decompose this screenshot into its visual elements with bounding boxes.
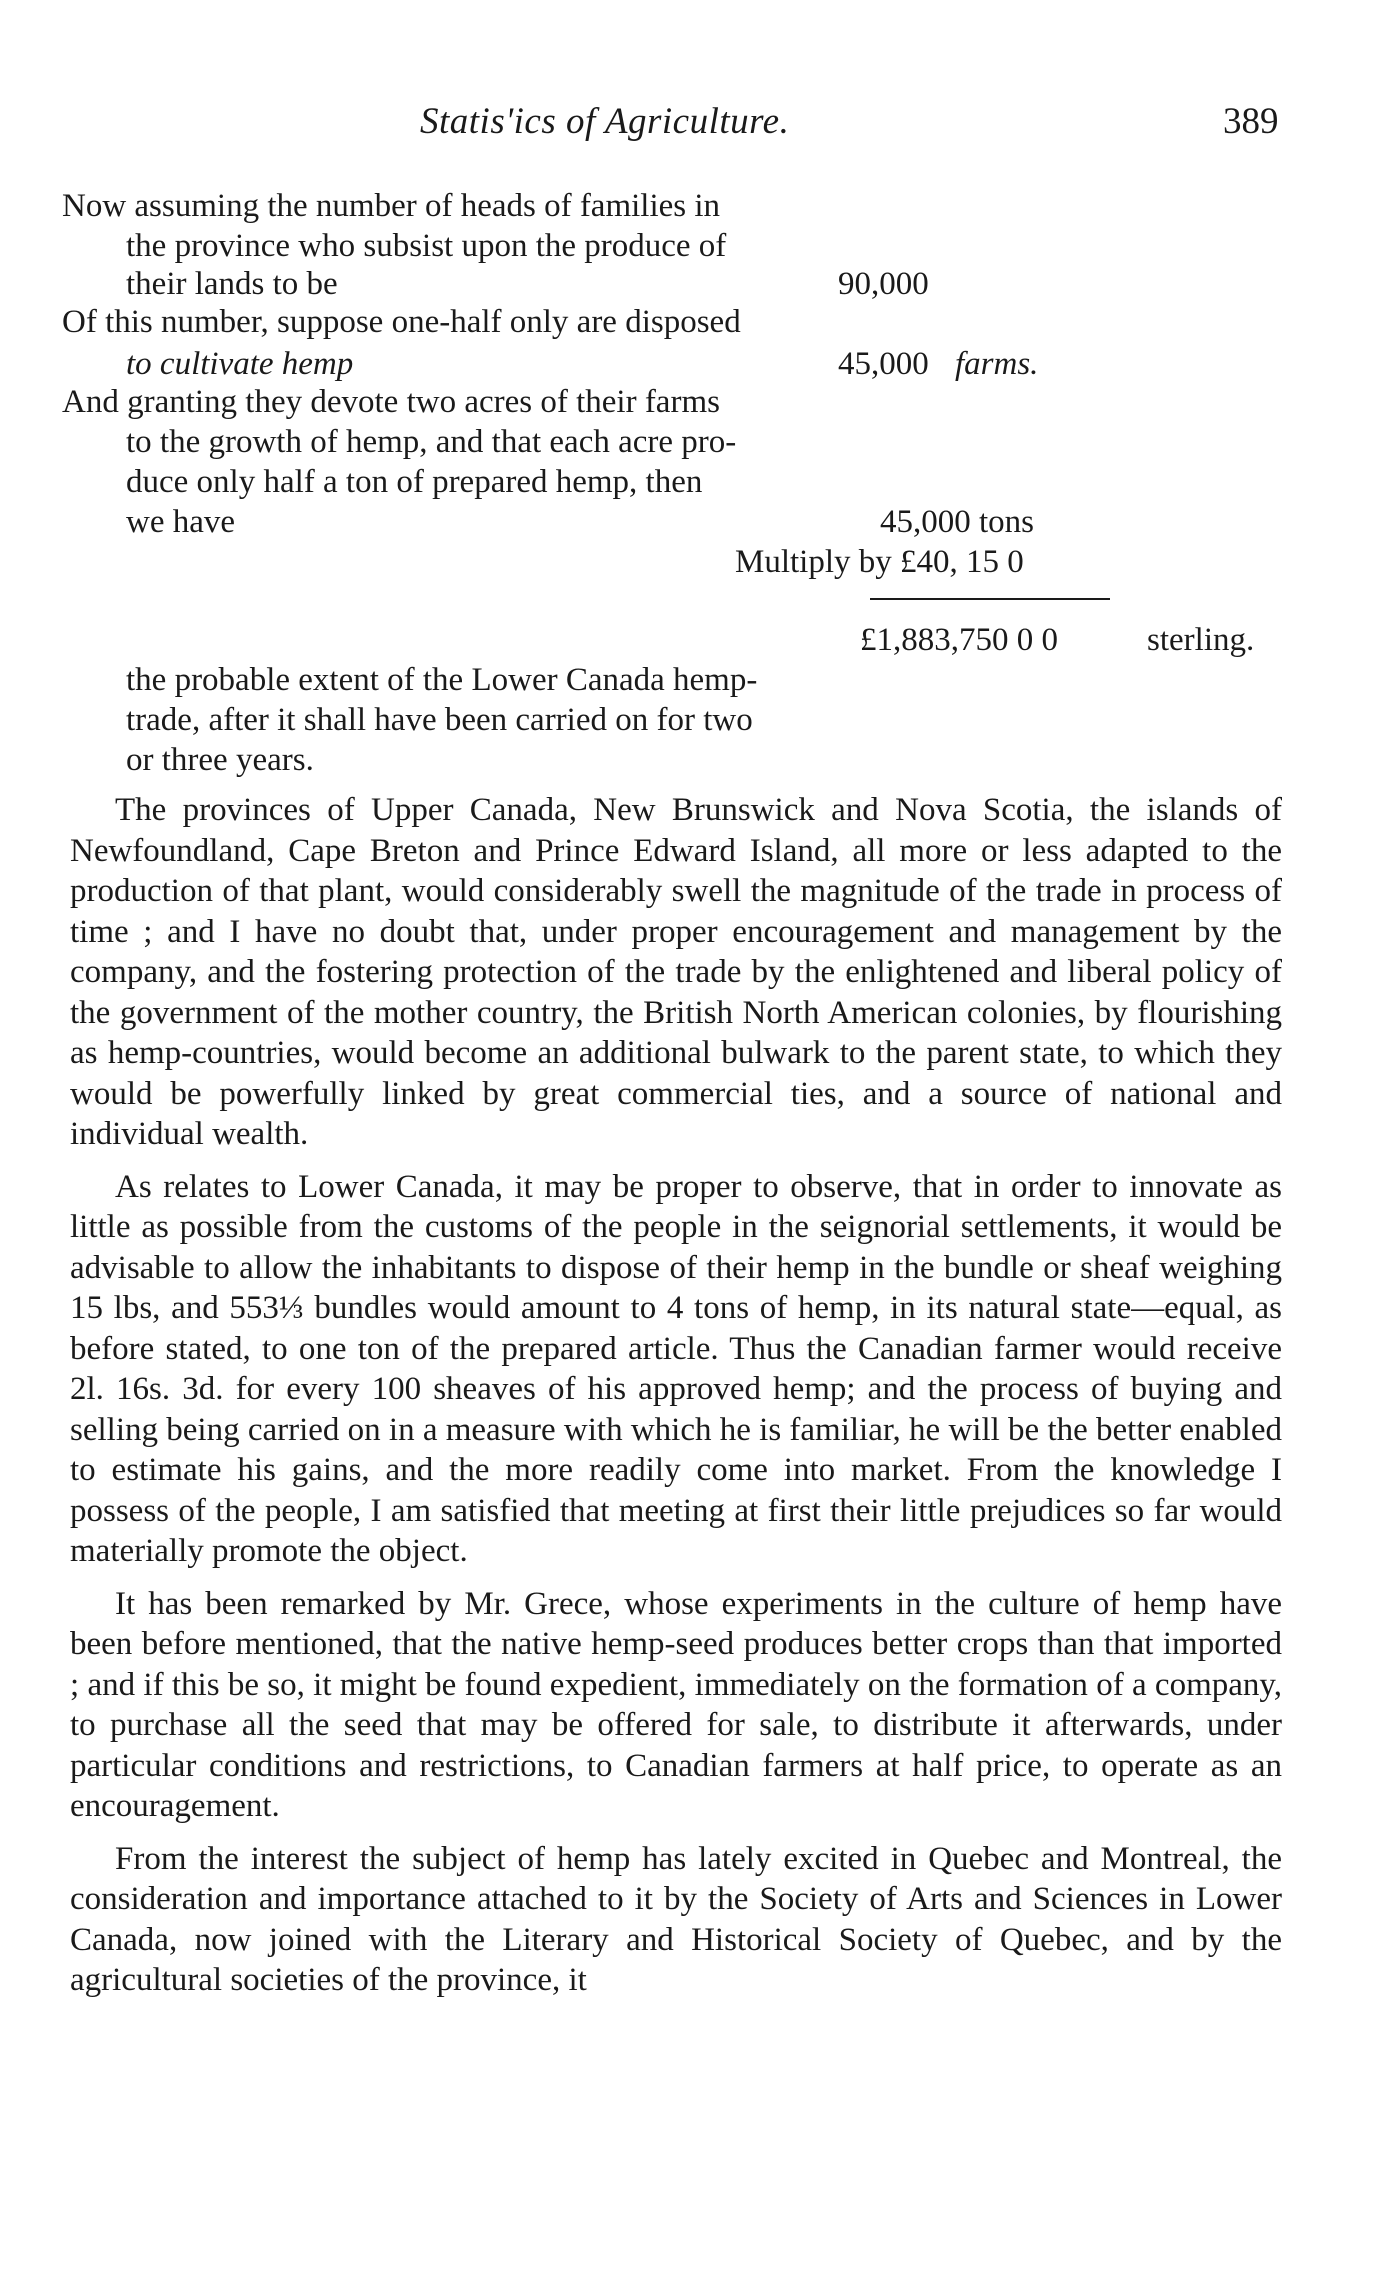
page-number: 389 (1223, 101, 1279, 142)
page-header (0, 100, 1384, 150)
running-title: Statis'ics of Agriculture. (420, 101, 790, 142)
calc-line: the probable extent of the Lower Canada hemp- (126, 662, 758, 698)
calc-line: duce only half a ton of prepared hemp, then (126, 464, 703, 500)
calc-line: the province who subsist upon the produce of (126, 228, 727, 264)
calc-line: to the growth of hemp, and that each acre pro- (126, 424, 737, 460)
hemp-farms-amount: 45,000 (838, 346, 929, 382)
hemp-farms-unit: farms. (955, 346, 1039, 382)
calc-line: trade, after it shall have been carried on for two (126, 702, 753, 738)
calc-line: Now assuming the number of heads of families in (62, 188, 721, 224)
total-unit: sterling. (1147, 622, 1255, 658)
paragraph: The provinces of Upper Canada, New Brunswick and Nova Scotia, the islands of Newfoundland, Cape Breton and Prince Edward Island, all more or less adapted to the production of that plant, would considerably swell the magnitude of the trade in process of time ; and I have no doubt that, under proper encouragement and management by the company, and the fostering protection of the trade by the enlightened and liberal policy of the government of the mother country, the British North American colonies, by flourishing as hemp-countries, would become an additional bulwark to the parent state, to which they would be powerfully linked by great commercial ties, and a source of national and individual wealth. (70, 792, 1282, 1152)
paragraph: From the interest the subject of hemp has lately excited in Quebec and Montreal, the consideration and importance attached to it by the Society of Arts and Sciences in Lower Canada, now joined with the Literary and Historical Society of Quebec, and by the agricultural societies of the province, it (70, 1840, 1282, 1998)
total-amount: £1,883,750 0 0 (860, 622, 1058, 658)
paragraph: It has been remarked by Mr. Grece, whose experiments in the culture of hemp have been before mentioned, that the native hemp-seed produces better crops than that imported ; and if this be so, it might be found expedient, immediately on the formation of a company, to purchase all the seed that may be offered for sale, to distribute it afterwards, under particular conditions and restrictions, to Canadian farmers at half price, to operate as an encouragement. (70, 1585, 1282, 1824)
calc-line: we have (126, 504, 236, 540)
paragraph: As relates to Lower Canada, it may be proper to observe, that in order to innovate as little as possible from the customs of the people in the seignorial settlements, it would be advisable to allow the inhabitants to dispose of their hemp in the bundle or sheaf weighing 15 lbs, and 553⅓ bundles would amount to 4 tons of hemp, in its natural state—equal, as before stated, to one ton of the prepared article. Thus the Canadian farmer would receive 2l. 16s. 3d. for every 100 sheaves of his approved hemp; and the process of buying and selling being carried on in a measure with which he is familiar, he will be the better enabled to estimate his gains, and the more readily come into market. From the knowledge I possess of the people, I am satisfied that meeting at first their little prejudices so far would materially promote the object. (70, 1168, 1282, 1569)
heads-of-families-amount: 90,000 (838, 266, 929, 302)
multiply-line: Multiply by £40, 15 0 (735, 544, 1024, 580)
calc-line: or three years. (126, 742, 314, 778)
calc-line: And granting they devote two acres of their farms (62, 384, 720, 420)
calc-line: to cultivate hemp (126, 346, 354, 382)
body-text (70, 790, 1282, 2013)
sum-rule (870, 598, 1110, 600)
calc-line: Of this number, suppose one-half only are disposed (62, 304, 741, 340)
tons-amount: 45,000 tons (880, 504, 1035, 540)
calc-line: their lands to be (126, 266, 338, 302)
